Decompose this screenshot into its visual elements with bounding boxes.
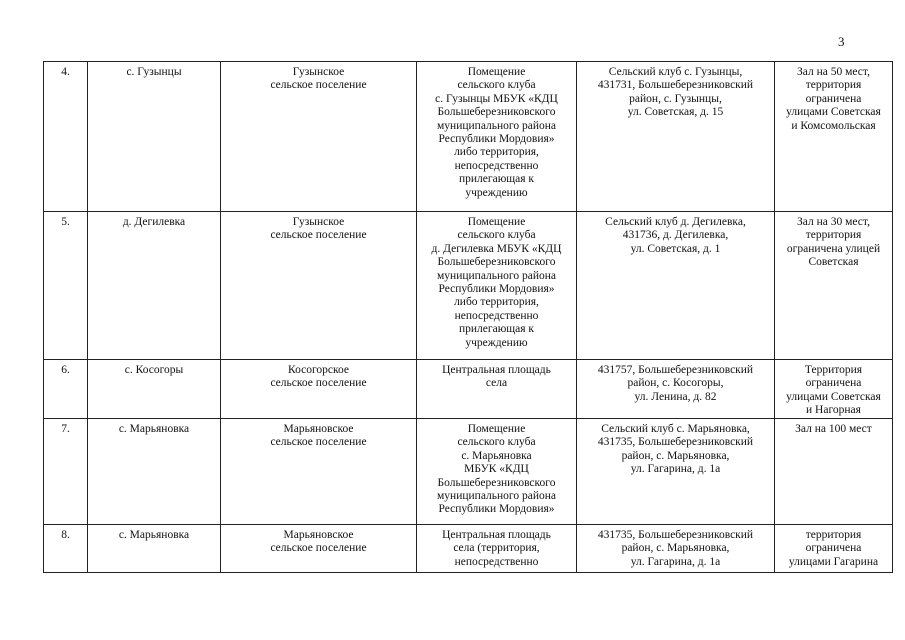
table-row — [44, 525, 893, 573]
locality-cell: с. Марьяновка — [88, 419, 221, 525]
table-row — [44, 212, 893, 360]
settlement-cell: Марьяновское сельское поселение — [221, 525, 417, 573]
table-row — [44, 62, 893, 212]
premises-cell: Помещение сельского клуба с. Гузынцы МБУК «КДЦ Большеберезниковского муниципального района Республики Мордовия» либо территория, непосредственно прилегающая к учреждению — [417, 62, 577, 212]
address-cell: 431757, Большеберезниковский район, с. Косогоры, ул. Ленина, д. 82 — [577, 360, 775, 419]
address-cell: 431735, Большеберезниковский район, с. Марьяновка, ул. Гагарина, д. 1а — [577, 525, 775, 573]
row-number: 4. — [44, 62, 88, 212]
row-number: 7. — [44, 419, 88, 525]
settlement-cell: Гузынское сельское поселение — [221, 62, 417, 212]
row-number: 8. — [44, 525, 88, 573]
premises-cell: Центральная площадь села — [417, 360, 577, 419]
venues-table — [43, 61, 893, 573]
table-row — [44, 419, 893, 525]
locality-cell: с. Марьяновка — [88, 525, 221, 573]
settlement-cell: Косогорское сельское поселение — [221, 360, 417, 419]
page-number: 3 — [838, 34, 845, 49]
table-row — [44, 360, 893, 419]
note-cell: Зал на 100 мест — [775, 419, 893, 525]
locality-cell: с. Гузынцы — [88, 62, 221, 212]
premises-cell: Помещение сельского клуба с. Марьяновка МБУК «КДЦ Большеберезниковского муниципального района Республики Мордовия» — [417, 419, 577, 525]
premises-cell: Помещение сельского клуба д. Дегилевка МБУК «КДЦ Большеберезниковского муниципального района Республики Мордовия» либо территория, непосредственно прилегающая к учреждению — [417, 212, 577, 360]
settlement-cell: Гузынское сельское поселение — [221, 212, 417, 360]
address-cell: Сельский клуб с. Гузынцы, 431731, Большеберезниковский район, с. Гузынцы, ул. Советская, д. 15 — [577, 62, 775, 212]
address-cell: Сельский клуб с. Марьяновка, 431735, Большеберезниковский район, с. Марьяновка, ул. Гагарина, д. 1а — [577, 419, 775, 525]
address-cell: Сельский клуб д. Дегилевка, 431736, д. Дегилевка, ул. Советская, д. 1 — [577, 212, 775, 360]
row-number: 5. — [44, 212, 88, 360]
note-cell: Территория ограничена улицами Советская и Нагорная — [775, 360, 893, 419]
locality-cell: с. Косогоры — [88, 360, 221, 419]
locality-cell: д. Дегилевка — [88, 212, 221, 360]
settlement-cell: Марьяновское сельское поселение — [221, 419, 417, 525]
note-cell: Зал на 30 мест, территория ограничена улицей Советская — [775, 212, 893, 360]
note-cell: территория ограничена улицами Гагарина — [775, 525, 893, 573]
row-number: 6. — [44, 360, 88, 419]
note-cell: Зал на 50 мест, территория ограничена улицами Советская и Комсомольская — [775, 62, 893, 212]
premises-cell: Центральная площадь села (территория, непосредственно — [417, 525, 577, 573]
